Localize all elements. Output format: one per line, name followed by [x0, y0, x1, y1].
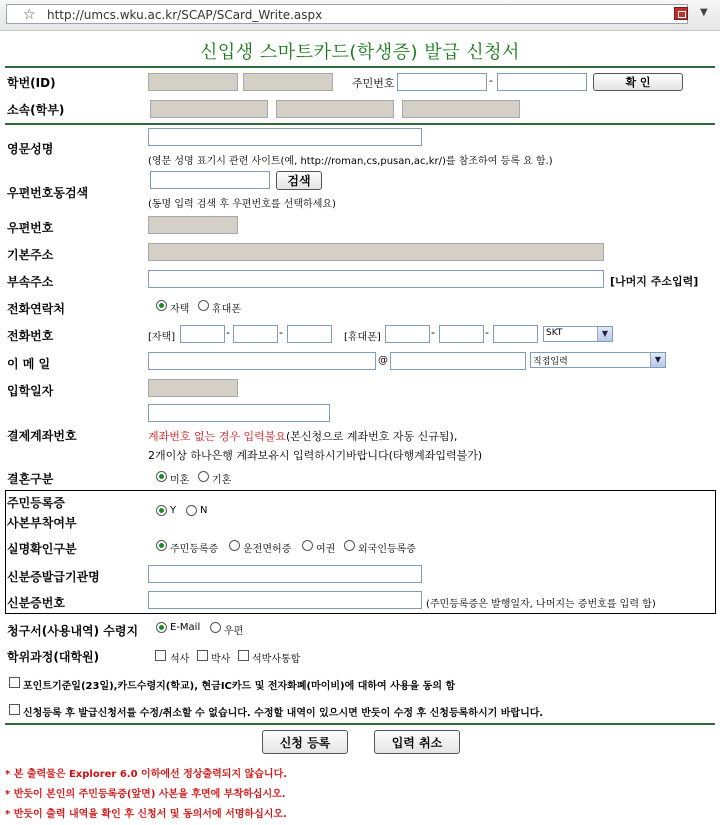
agree-text-1: 포인트기준일(23일),카드수령지(학교), 현금IC카드 및 전자화폐(마이비)에 대하여 사용을 동의 함	[23, 681, 456, 692]
mobile-phone-label: [휴대폰]	[344, 332, 381, 343]
notice-3: * 반듯이 출력 내역을 확인 후 신청서 및 동의서에 서명하십시오.	[5, 809, 287, 820]
base-address-field[interactable]	[148, 243, 604, 261]
id-type-label: 실명확인구분	[7, 542, 77, 556]
ssn-back-input[interactable]	[497, 73, 587, 91]
detail-address-input[interactable]	[148, 270, 604, 288]
home-phone-label: [자택]	[148, 332, 176, 343]
account-note-red: 계좌번호 없는 경우 입력불요	[148, 430, 287, 443]
department-field-3[interactable]	[402, 100, 520, 118]
page-title: 신입생 스마트카드(학생증) 발급 신청서	[200, 42, 520, 63]
email-user-input[interactable]	[148, 352, 376, 370]
id-copy-radio-no[interactable]	[186, 505, 197, 516]
id-number-input[interactable]	[148, 591, 422, 609]
ssn-label: 주민번호	[352, 77, 395, 90]
confirm-button[interactable]: 확 인	[593, 73, 683, 91]
english-name-label: 영문성명	[7, 142, 54, 156]
chevron-down-icon: ▼	[650, 353, 665, 367]
browser-toolbar	[0, 0, 720, 31]
mobile-phone-1[interactable]	[385, 325, 430, 343]
entrance-date-label: 입학일자	[7, 384, 54, 398]
issuer-input[interactable]	[148, 565, 422, 583]
detail-address-label: 부속주소	[7, 275, 54, 289]
department-field-2[interactable]	[276, 100, 394, 118]
id-type-radio-foreigner[interactable]	[344, 540, 355, 551]
student-id-label: 학번(ID)	[7, 76, 56, 90]
postal-code-field[interactable]	[148, 216, 238, 234]
bill-radio-post[interactable]	[210, 622, 221, 633]
marital-radio-single[interactable]	[156, 471, 167, 482]
id-type-radio-passport[interactable]	[302, 540, 313, 551]
account-note-2: 2개이상 하나은행 계좌보유시 입력하시기바랍니다(타행계좌입력불가)	[148, 449, 483, 462]
entrance-date-field[interactable]	[148, 379, 238, 397]
marital-option-single: 미혼	[170, 475, 190, 486]
marital-label: 결혼구분	[7, 472, 54, 486]
bill-label: 청구서(사용내역) 수령지	[7, 624, 139, 638]
notice-2: * 반듯이 본인의 주민등록증(앞면) 사본을 후면에 부착하십시오.	[5, 789, 286, 800]
account-label: 결제계좌번호	[7, 429, 77, 443]
degree-option-integrated: 석박사통합	[252, 654, 301, 665]
id-type-radio-license[interactable]	[229, 540, 240, 551]
home-phone-1[interactable]	[180, 325, 225, 343]
id-number-label: 신분증번호	[7, 596, 65, 610]
department-field-1[interactable]	[150, 100, 268, 118]
degree-check-integrated[interactable]	[238, 650, 249, 661]
address-bar[interactable]	[6, 4, 688, 24]
notice-1: * 본 출력물은 Explorer 6.0 이하에선 정상출력되지 않습니다.	[5, 769, 288, 780]
degree-option-master: 석사	[170, 654, 190, 665]
mobile-phone-3[interactable]	[493, 325, 538, 343]
cancel-button[interactable]: 입력 취소	[374, 730, 460, 754]
postal-search-help: (동명 입력 검색 후 우편번호를 선택하세요)	[148, 199, 336, 210]
contact-radio-mobile[interactable]	[198, 300, 209, 311]
title-rule	[5, 66, 715, 68]
student-id-field[interactable]	[148, 73, 238, 91]
degree-check-master[interactable]	[155, 650, 166, 661]
contact-label: 전화연락처	[7, 302, 65, 316]
section-rule-2	[5, 723, 715, 725]
chevron-down-icon: ▼	[597, 327, 612, 341]
english-name-input[interactable]	[148, 128, 422, 146]
issuer-label: 신분증발급기관명	[7, 570, 100, 584]
id-type-option-passport: 여권	[316, 544, 336, 555]
agree-check-1[interactable]	[9, 677, 20, 688]
phone-label: 전화번호	[7, 329, 54, 343]
email-domain-input[interactable]	[390, 352, 526, 370]
id-copy-option-yes: Y	[170, 505, 177, 516]
id-copy-label-1: 주민등록증	[7, 496, 65, 510]
postal-search-button[interactable]: 검색	[276, 171, 322, 190]
carrier-value: SKT	[546, 328, 563, 338]
id-type-option-foreigner: 외국인등록증	[358, 544, 416, 555]
degree-check-doctor[interactable]	[197, 650, 208, 661]
account-note-1	[148, 428, 457, 444]
postal-search-label: 우편번호동검색	[7, 186, 89, 200]
ssn-dash: -	[489, 74, 493, 87]
base-address-label: 기본주소	[7, 248, 54, 262]
rss-icon[interactable]	[674, 7, 688, 20]
student-name-field[interactable]	[243, 73, 333, 91]
id-copy-radio-yes[interactable]	[156, 505, 167, 516]
id-type-option-license: 운전면허증	[243, 544, 292, 555]
contact-radio-home[interactable]	[156, 300, 167, 311]
id-copy-option-no: N	[200, 505, 208, 516]
star-icon[interactable]: ☆	[23, 7, 36, 23]
marital-radio-married[interactable]	[198, 471, 209, 482]
ssn-front-input[interactable]	[397, 73, 487, 91]
email-at: @	[378, 355, 388, 366]
bill-option-email: E-Mail	[170, 622, 201, 633]
url-text[interactable]: http://umcs.wku.ac.kr/SCAP/SCard_Write.aspx	[47, 8, 323, 22]
email-domain-select-value: 직접입력	[533, 357, 568, 367]
english-name-help: (영문 성명 표기시 관련 사이트(예, http://roman,cs,pusan,ac,kr/)를 참조하여 등록 요 함.)	[148, 156, 553, 167]
agree-text-2: 신청등록 후 발급신청서를 수정/취소할 수 없습니다. 수정할 내역이 있으시면 반듯이 수정 후 신청등록하시기 바랍니다.	[23, 708, 544, 719]
department-label: 소속(학부)	[7, 103, 65, 117]
agree-check-2[interactable]	[9, 704, 20, 715]
section-rule-1	[5, 123, 715, 125]
contact-option-mobile: 휴대폰	[212, 304, 241, 315]
home-dash-2: -	[279, 326, 283, 339]
id-copy-label-2: 사본부착여부	[7, 516, 77, 530]
id-number-help: (주민등록증은 발행일자, 나머지는 증번호를 입력 함)	[426, 599, 656, 610]
carrier-select[interactable]	[543, 326, 613, 342]
mobile-dash-2: -	[485, 326, 489, 339]
home-phone-3[interactable]	[287, 325, 332, 343]
id-type-option-resident: 주민등록증	[170, 544, 219, 555]
postal-code-label: 우편번호	[7, 221, 54, 235]
postal-search-input[interactable]	[150, 171, 270, 189]
detail-address-hint: [나머지 주소입력]	[610, 275, 699, 288]
bill-radio-email[interactable]	[156, 622, 167, 633]
home-dash-1: -	[226, 326, 230, 339]
email-label: 이 메 일	[7, 357, 51, 371]
bill-option-post: 우편	[224, 626, 244, 637]
submit-button[interactable]: 신청 등록	[262, 730, 348, 754]
account-note-rest: (본신청으로 계좌번호 자동 신규됨),	[286, 430, 458, 443]
id-type-radio-resident[interactable]	[156, 540, 167, 551]
mobile-dash-1: -	[431, 326, 435, 339]
contact-option-home: 자택	[170, 304, 190, 315]
home-phone-2[interactable]	[233, 325, 278, 343]
account-input[interactable]	[148, 404, 330, 422]
degree-label: 학위과정(대학원)	[7, 650, 100, 664]
degree-option-doctor: 박사	[211, 654, 231, 665]
chevron-down-icon[interactable]: ▼	[700, 7, 708, 18]
email-domain-select[interactable]	[530, 352, 666, 368]
mobile-phone-2[interactable]	[439, 325, 484, 343]
marital-option-married: 기혼	[212, 475, 232, 486]
